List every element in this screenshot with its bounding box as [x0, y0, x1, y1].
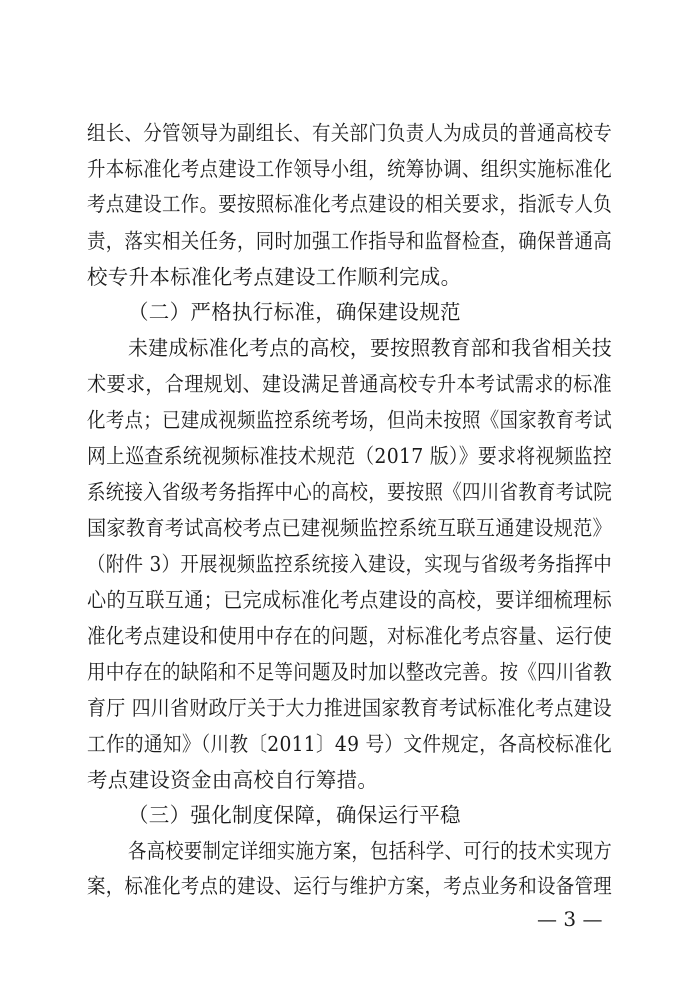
- line-text: 未建成标准化考点的高校，要按照教育部和我省相关技: [128, 336, 612, 360]
- line-text: 准化考点建设和使用中存在的问题，对标准化考点容量、运行使: [87, 624, 612, 648]
- section-heading-text: （三）强化制度保障，确保运行平稳: [128, 803, 461, 827]
- line-text: （附件 3）开展视频监控系统接入建设，实现与省级考务指挥中: [87, 552, 612, 576]
- line-text: 育厅 四川省财政厅关于大力推进国家教育考试标准化考点建设: [87, 696, 612, 720]
- line-text: 校专升本标准化考点建设工作顺利完成。: [87, 265, 462, 289]
- line-text: 系统接入省级考务指挥中心的高校，要按照《四川省教育考试院: [87, 480, 612, 504]
- line-text: 心的互联互通；已完成标准化考点建设的高校，要详细梳理标: [87, 588, 612, 612]
- line-text: 化考点；已建成视频监控系统考场，但尚未按照《国家教育考试: [87, 408, 612, 432]
- line-text: 用中存在的缺陷和不足等问题及时加以整改完善。按《四川省教: [87, 660, 612, 684]
- line-text: 各高校要制定详细实施方案，包括科学、可行的技术实现方: [128, 839, 612, 863]
- line-text: 升本标准化考点建设工作领导小组，统筹协调、组织实施标准化: [87, 157, 612, 181]
- line-text: 考点建设工作。要按照标准化考点建设的相关要求，指派专人负: [87, 192, 612, 216]
- line-text: 术要求，合理规划、建设满足普通高校专升本考试需求的标准: [87, 372, 612, 396]
- page-number: — 3 —: [537, 907, 603, 931]
- line-text: 组长、分管领导为副组长、有关部门负责人为成员的普通高校专: [87, 121, 612, 145]
- line-text: 工作的通知》（川教〔2011〕49 号）文件规定，各高校标准化: [87, 732, 612, 756]
- line-text: 案，标准化考点的建设、运行与维护方案，考点业务和设备管理: [87, 874, 612, 898]
- section-heading-text: （二）严格执行标准，确保建设规范: [128, 300, 461, 324]
- line-text: 责，落实相关任务，同时加强工作指导和监督检查，确保普通高: [87, 229, 612, 253]
- line-text: 网上巡查系统视频标准技术规范（2017 版）》要求将视频监控: [87, 444, 612, 468]
- line-text: 国家教育考试高校考点已建视频监控系统互联互通建设规范》: [87, 516, 612, 540]
- line-text: 考点建设资金由高校自行筹措。: [87, 768, 379, 792]
